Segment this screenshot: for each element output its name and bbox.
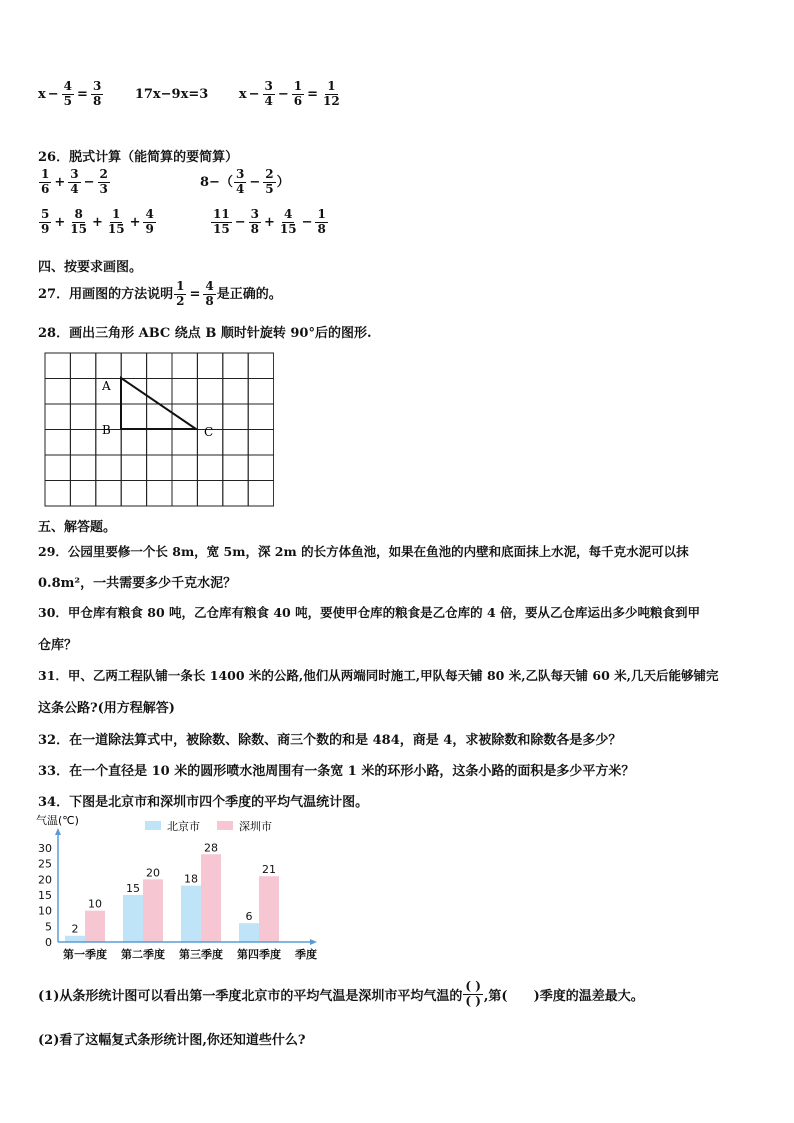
vertex-a-label: A (102, 379, 111, 393)
grid-cell (96, 481, 121, 507)
category-label: 第三季度 (179, 948, 223, 961)
q28-grid (44, 352, 274, 508)
q26-title: 26．脱式计算（能简算的要简算） (38, 150, 239, 165)
q26-expr-a: $\frac{1}{6}$ + $\frac{3}{4}$ − $\frac{2}{3}$ (41, 167, 108, 196)
grid-cell (147, 379, 172, 405)
bar-value-label: 18 (184, 872, 198, 886)
grid-cell (45, 430, 70, 456)
vertex-b-label: B (102, 423, 111, 437)
bar-value-label: 20 (146, 866, 160, 880)
grid-cell (172, 404, 197, 430)
grid-cell (248, 430, 273, 456)
grid-cell (96, 353, 121, 379)
temperature-bar-chart (30, 810, 330, 966)
grid-cell (147, 404, 172, 430)
q26-expr-b: 8−（ $\frac{3}{4}$ − $\frac{2}{5}$ ） (200, 167, 290, 196)
grid-cell (197, 455, 222, 481)
grid-cell (248, 379, 273, 405)
y-tick-label: 25 (38, 857, 52, 871)
equation-3: x − $\frac{3}{4}$ − $\frac{1}{6}$ = $\frac{1}{12}$ (238, 79, 340, 108)
grid-cell (70, 379, 95, 405)
grid-cell (45, 379, 70, 405)
bar-shenzhen (259, 876, 279, 942)
bar-beijing (123, 895, 143, 942)
y-tick-label: 30 (38, 842, 52, 855)
y-tick-label: 20 (38, 873, 52, 887)
grid-cell (223, 481, 248, 507)
y-tick-label: 15 (38, 889, 52, 902)
x-axis-arrow (310, 939, 317, 945)
grid-cell (121, 379, 146, 405)
grid-cell (45, 455, 70, 481)
bar-value-label: 10 (88, 897, 102, 911)
grid-cell (121, 455, 146, 481)
bar-value-label: 15 (126, 882, 140, 895)
grid-cell (147, 481, 172, 507)
grid-cell (147, 353, 172, 379)
vertex-c-label: C (204, 425, 214, 439)
grid-cell (223, 353, 248, 379)
y-tick-label: 5 (45, 920, 52, 934)
y-tick-label: 10 (38, 904, 52, 918)
bar-beijing (65, 936, 85, 942)
bar-shenzhen (143, 879, 163, 942)
grid-cell (45, 404, 70, 430)
y-axis-arrow (55, 828, 61, 835)
q34-sub2: (2)看了这幅复式条形统计图,你还知道些什么? (38, 1033, 306, 1048)
q32: 32．在一道除法算式中，被除数、除数、商三个数的和是 484，商是 4，求被除数和除数各是多少？ (38, 733, 622, 748)
grid-cell (172, 430, 197, 456)
grid-cell (70, 404, 95, 430)
grid-cell (248, 455, 273, 481)
legend-swatch-beijing (145, 821, 161, 830)
chart-xlabel: 季度 (295, 948, 317, 961)
chart-legend (145, 819, 272, 833)
grid-cell (147, 455, 172, 481)
q27: 27．用画图的方法说明 $\frac{1}{2}$ = $\frac{4}{8}$ 是正确的。 (38, 279, 282, 308)
grid-cell (45, 353, 70, 379)
legend-label-shenzhen: 深圳市 (239, 820, 272, 833)
grid-cell (121, 481, 146, 507)
grid-cell (121, 353, 146, 379)
grid-cell (248, 404, 273, 430)
grid-cell (172, 481, 197, 507)
answer-blank-fraction[interactable]: $\frac{( )}{( )}$ (465, 979, 481, 1008)
grid-cell (248, 353, 273, 379)
q28-text: 28．画出三角形 ABC 绕点 B 顺时针旋转 90°后的图形. (38, 326, 372, 341)
bar-beijing (239, 923, 259, 942)
bar-value-label: 28 (204, 841, 218, 855)
section-5-heading: 五、解答题。 (38, 520, 117, 535)
q26-expr-d: $\frac{11}{15}$ − $\frac{3}{8}$ + $\frac{4}{15}$ − $\frac{1}{8}$ (213, 207, 326, 236)
grid-cell (223, 430, 248, 456)
bar-beijing (181, 886, 201, 942)
y-tick-label: 0 (45, 936, 52, 949)
legend-swatch-shenzhen (217, 821, 233, 830)
grid-cell (121, 430, 146, 456)
grid-cell (45, 481, 70, 507)
grid-cell (223, 379, 248, 405)
q34-title: 34．下图是北京市和深圳市四个季度的平均气温统计图。 (38, 795, 369, 810)
q29-line1: 29．公园里要修一个长 8m，宽 5m，深 2m 的长方体鱼池，如果在鱼池的内壁和底面抹上水泥，每千克水泥可以抹 (38, 544, 689, 559)
bar-shenzhen (85, 911, 105, 942)
grid-cell (223, 455, 248, 481)
grid-cell (172, 455, 197, 481)
q31-line1: 31．甲、乙两工程队铺一条长 1400 米的公路,他们从两端同时施工,甲队每天铺 80 米,乙队每天铺 60 米,几天后能够铺完 (38, 668, 719, 683)
q31-line2: 这条公路?(用方程解答) (38, 701, 175, 716)
grid-cell (197, 353, 222, 379)
grid-cell (70, 430, 95, 456)
category-label: 第二季度 (121, 948, 165, 961)
grid-cell (70, 481, 95, 507)
equation-2: 17x−9x=3 (134, 86, 209, 102)
section-4-heading: 四、按要求画图。 (38, 260, 143, 275)
equation-1: x − $\frac{4}{5}$ = $\frac{3}{8}$ (38, 79, 102, 108)
bar-shenzhen (201, 854, 221, 942)
grid-cell (147, 430, 172, 456)
chart-ylabel: 气温(℃) (36, 814, 79, 827)
q30-line1: 30．甲仓库有粮食 80 吨，乙仓库有粮食 40 吨，要使甲仓库的粮食是乙仓库的 4 倍，要从乙仓库运出多少吨粮食到甲 (38, 605, 700, 620)
grid-cell (248, 481, 273, 507)
q26-expr-c: $\frac{5}{9}$ + $\frac{8}{15}$ + $\frac{1}{15}$ + $\frac{4}{9}$ (41, 207, 154, 236)
grid-cell (197, 481, 222, 507)
grid-cell (96, 455, 121, 481)
bar-value-label: 21 (262, 863, 276, 877)
category-label: 第四季度 (237, 948, 281, 961)
grid-cell (121, 404, 146, 430)
q29-line2: 0.8m²，一共需要多少千克水泥？ (38, 576, 237, 591)
q33: 33．在一个直径是 10 米的圆形喷水池周围有一条宽 1 米的环形小路，这条小路的面积是多少平方米？ (38, 764, 635, 779)
q30-line2: 仓库？ (38, 638, 78, 653)
q34-sub1: (1)从条形统计图可以看出第一季度北京市的平均气温是深圳市平均气温的 $\frac{( )}{( )}$ ,第( )季度的温差最大。 (38, 979, 644, 1008)
grid-cell (223, 404, 248, 430)
bar-value-label: 6 (245, 910, 253, 924)
bar-value-label: 2 (71, 922, 79, 936)
grid-cell (172, 379, 197, 405)
grid-cell (172, 353, 197, 379)
grid-cell (70, 353, 95, 379)
legend-label-beijing: 北京市 (167, 820, 200, 833)
equations-row (38, 80, 343, 109)
grid-cell (197, 379, 222, 405)
grid-cell (70, 455, 95, 481)
category-label: 第一季度 (63, 948, 107, 961)
